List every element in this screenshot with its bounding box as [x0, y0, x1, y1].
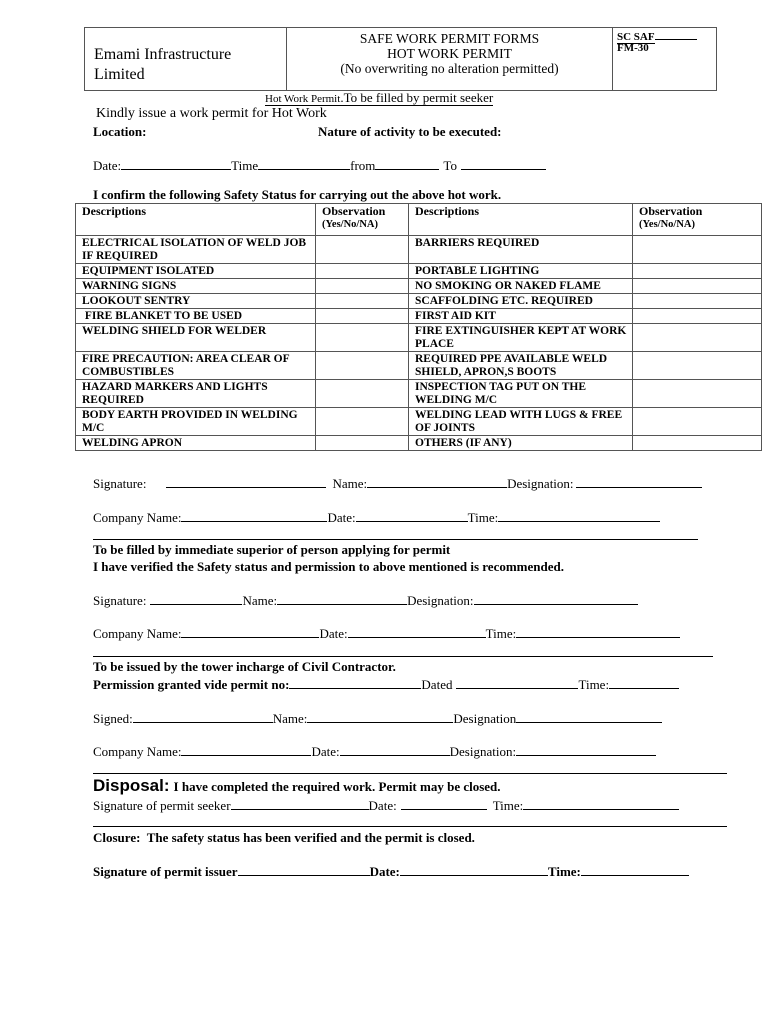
time-label: Time:	[485, 626, 517, 641]
designation-field[interactable]	[516, 743, 656, 756]
observation-cell[interactable]	[316, 294, 409, 309]
row-desc: INSPECTION TAG PUT ON THE WELDING M/C	[409, 380, 633, 408]
table-row	[76, 294, 762, 309]
designation-label: Designation:	[449, 744, 517, 759]
row-desc: BARRIERS REQUIRED	[409, 236, 633, 264]
observation-cell[interactable]	[316, 352, 409, 380]
observation-cell[interactable]	[633, 436, 762, 451]
table-row	[76, 279, 762, 294]
observation-cell[interactable]	[316, 279, 409, 294]
name-field[interactable]	[277, 592, 407, 605]
date-label: Date:	[368, 798, 397, 813]
company-field[interactable]	[181, 743, 311, 756]
divider	[93, 773, 727, 774]
table-row	[76, 324, 762, 352]
closure-text: Closure: The safety status has been verified and the permit is closed.	[93, 830, 475, 845]
table-row	[76, 309, 762, 324]
name-label: Name:	[272, 711, 308, 726]
col-observation: Observation (Yes/No/NA)	[316, 204, 409, 236]
code-line	[655, 29, 697, 40]
designation-field[interactable]	[516, 710, 662, 723]
seeker-company-row	[93, 509, 660, 526]
seeker-signature-row	[93, 475, 702, 492]
col-descriptions: Descriptions	[76, 204, 316, 236]
superior-heading: To be filled by immediate superior of person applying for permit	[93, 542, 451, 557]
row-desc: LOOKOUT SENTRY	[76, 294, 316, 309]
observation-cell[interactable]	[633, 408, 762, 436]
observation-cell[interactable]	[633, 236, 762, 264]
row-desc: NO SMOKING OR NAKED FLAME	[409, 279, 633, 294]
company-label: Company Name:	[93, 744, 182, 759]
form-subtitle: HOT WORK PERMIT	[387, 46, 512, 61]
time-field[interactable]	[581, 863, 689, 876]
designation-field[interactable]	[576, 475, 702, 488]
row-desc: HAZARD MARKERS AND LIGHTS REQUIRED	[76, 380, 316, 408]
form-code: SC SAF	[617, 31, 655, 43]
observation-cell[interactable]	[633, 352, 762, 380]
safety-status-table	[75, 203, 762, 451]
time-field[interactable]	[516, 625, 680, 638]
date-field[interactable]	[121, 157, 231, 170]
kindly-text: Kindly issue a work permit for Hot Work	[96, 106, 327, 121]
tower-company-row	[93, 743, 656, 760]
row-desc: WARNING SIGNS	[76, 279, 316, 294]
table-row	[76, 380, 762, 408]
col-descriptions-2: Descriptions	[409, 204, 633, 236]
superior-text: I have verified the Safety status and permission to above mentioned is recommended.	[93, 559, 564, 574]
company-field[interactable]	[181, 625, 319, 638]
seeker-signature-label: Signature of permit seeker	[93, 798, 231, 813]
from-label: from	[350, 158, 376, 173]
disposal-text: I have completed the required work. Permit may be closed.	[173, 779, 501, 794]
row-desc: PORTABLE LIGHTING	[409, 264, 633, 279]
name-field[interactable]	[367, 475, 507, 488]
row-desc: FIRE PRECAUTION: AREA CLEAR OF COMBUSTIBLES	[76, 352, 316, 380]
form-note: (No overwriting no alteration permitted)	[340, 61, 559, 76]
date-field[interactable]	[356, 509, 468, 522]
table-header-row	[76, 204, 762, 236]
location-label: Location:	[93, 124, 147, 139]
time-label: Time:	[578, 677, 610, 692]
observation-cell[interactable]	[633, 380, 762, 408]
code-cell	[613, 28, 716, 90]
date-label: Date:	[93, 158, 122, 173]
dated-field[interactable]	[456, 676, 578, 689]
observation-cell[interactable]	[316, 264, 409, 279]
company-cell	[85, 28, 287, 90]
observation-cell[interactable]	[316, 436, 409, 451]
closure-signature-row	[93, 863, 689, 880]
row-desc: WELDING LEAD WITH LUGS & FREE OF JOINTS	[409, 408, 633, 436]
designation-label: Designation:	[507, 476, 574, 491]
issuer-signature-label: Signature of permit issuer	[93, 864, 238, 879]
table-row	[76, 352, 762, 380]
col-observation-2: Observation (Yes/No/NA)	[633, 204, 762, 236]
divider	[93, 826, 727, 827]
date-field[interactable]	[400, 863, 548, 876]
date-time-row	[93, 157, 546, 174]
date-field[interactable]	[401, 797, 487, 810]
observation-cell[interactable]	[316, 324, 409, 352]
company-label: Company Name:	[93, 626, 182, 641]
row-desc: FIRST AID KIT	[409, 309, 633, 324]
divider	[93, 539, 698, 540]
designation-label: Designation	[453, 711, 517, 726]
company-label: Company Name:	[93, 510, 182, 525]
row-desc: FIRE EXTINGUISHER KEPT AT WORK PLACE	[409, 324, 633, 352]
signed-field[interactable]	[133, 710, 273, 723]
observation-cell[interactable]	[633, 279, 762, 294]
signature-field[interactable]	[150, 592, 242, 605]
seeker-signature-field[interactable]	[231, 797, 369, 810]
name-label: Name:	[242, 593, 278, 608]
date-label: Date:	[319, 626, 348, 641]
table-row	[76, 436, 762, 451]
nature-label: Nature of activity to be executed:	[318, 124, 502, 139]
designation-field[interactable]	[474, 592, 638, 605]
row-desc: BODY EARTH PROVIDED IN WELDING M/C	[76, 408, 316, 436]
date-label: Date:	[311, 744, 340, 759]
superior-signature-row	[93, 592, 638, 609]
permit-no-field[interactable]	[289, 676, 421, 689]
observation-cell[interactable]	[633, 324, 762, 352]
superior-company-row	[93, 625, 680, 642]
permission-label: Permission granted vide permit no:	[93, 677, 290, 692]
signature-field[interactable]	[166, 475, 326, 488]
to-field[interactable]	[461, 157, 546, 170]
observation-cell[interactable]	[633, 264, 762, 279]
header-box	[84, 27, 717, 91]
time-label: Time:	[492, 798, 524, 813]
row-desc: REQUIRED PPE AVAILABLE WELD SHIELD, APRON,S BOOTS	[409, 352, 633, 380]
time-field[interactable]	[498, 509, 660, 522]
signature-label: Signature:	[93, 476, 147, 491]
name-label: Name:	[332, 476, 368, 491]
divider	[93, 656, 713, 657]
table-row	[76, 236, 762, 264]
date-label: Date:	[327, 510, 356, 525]
row-desc: ELECTRICAL ISOLATION OF WELD JOB IF REQUIRED	[76, 236, 316, 264]
company-name: Emami Infrastructure Limited	[94, 46, 232, 83]
row-desc: WELDING SHIELD FOR WELDER	[76, 324, 316, 352]
tower-signed-row	[93, 710, 662, 727]
row-desc: EQUIPMENT ISOLATED	[76, 264, 316, 279]
company-field[interactable]	[181, 509, 327, 522]
issuer-signature-field[interactable]	[238, 863, 370, 876]
table-row	[76, 408, 762, 436]
observation-cell[interactable]	[316, 309, 409, 324]
observation-cell[interactable]	[316, 380, 409, 408]
disposal-signature-row	[93, 797, 679, 814]
table-row	[76, 264, 762, 279]
row-desc: WELDING APRON	[76, 436, 316, 451]
section-subhead: Hot Work Permit.To be filled by permit seeker	[265, 90, 494, 105]
time-label: Time:	[467, 510, 499, 525]
time-field[interactable]	[609, 676, 679, 689]
row-desc: SCAFFOLDING ETC. REQUIRED	[409, 294, 633, 309]
observation-cell[interactable]	[633, 309, 762, 324]
form-number: FM-30	[617, 42, 649, 54]
tower-heading: To be issued by the tower incharge of Civil Contractor.	[93, 659, 396, 674]
time-field[interactable]	[258, 157, 350, 170]
title-cell	[287, 28, 613, 90]
signed-label: Signed:	[93, 711, 133, 726]
date-label: Date:	[369, 864, 400, 879]
observation-cell[interactable]	[316, 408, 409, 436]
designation-label: Designation:	[407, 593, 474, 608]
signature-label: Signature:	[93, 593, 147, 608]
time-label: Time	[231, 158, 259, 173]
to-label: To	[443, 158, 457, 173]
observation-cell[interactable]	[316, 236, 409, 264]
disposal-row	[93, 776, 501, 796]
from-field[interactable]	[375, 157, 439, 170]
time-label: Time:	[547, 864, 581, 879]
date-field[interactable]	[340, 743, 450, 756]
observation-cell[interactable]	[633, 294, 762, 309]
name-field[interactable]	[307, 710, 453, 723]
permission-row	[93, 676, 679, 693]
row-desc: OTHERS (IF ANY)	[409, 436, 633, 451]
confirm-text: I confirm the following Safety Status for carrying out the above hot work.	[93, 187, 502, 202]
dated-label: Dated	[421, 677, 453, 692]
form-title: SAFE WORK PERMIT FORMS	[359, 31, 540, 46]
disposal-label: Disposal:	[93, 776, 170, 795]
time-field[interactable]	[523, 797, 679, 810]
row-desc: FIRE BLANKET TO BE USED	[76, 309, 316, 324]
date-field[interactable]	[348, 625, 486, 638]
